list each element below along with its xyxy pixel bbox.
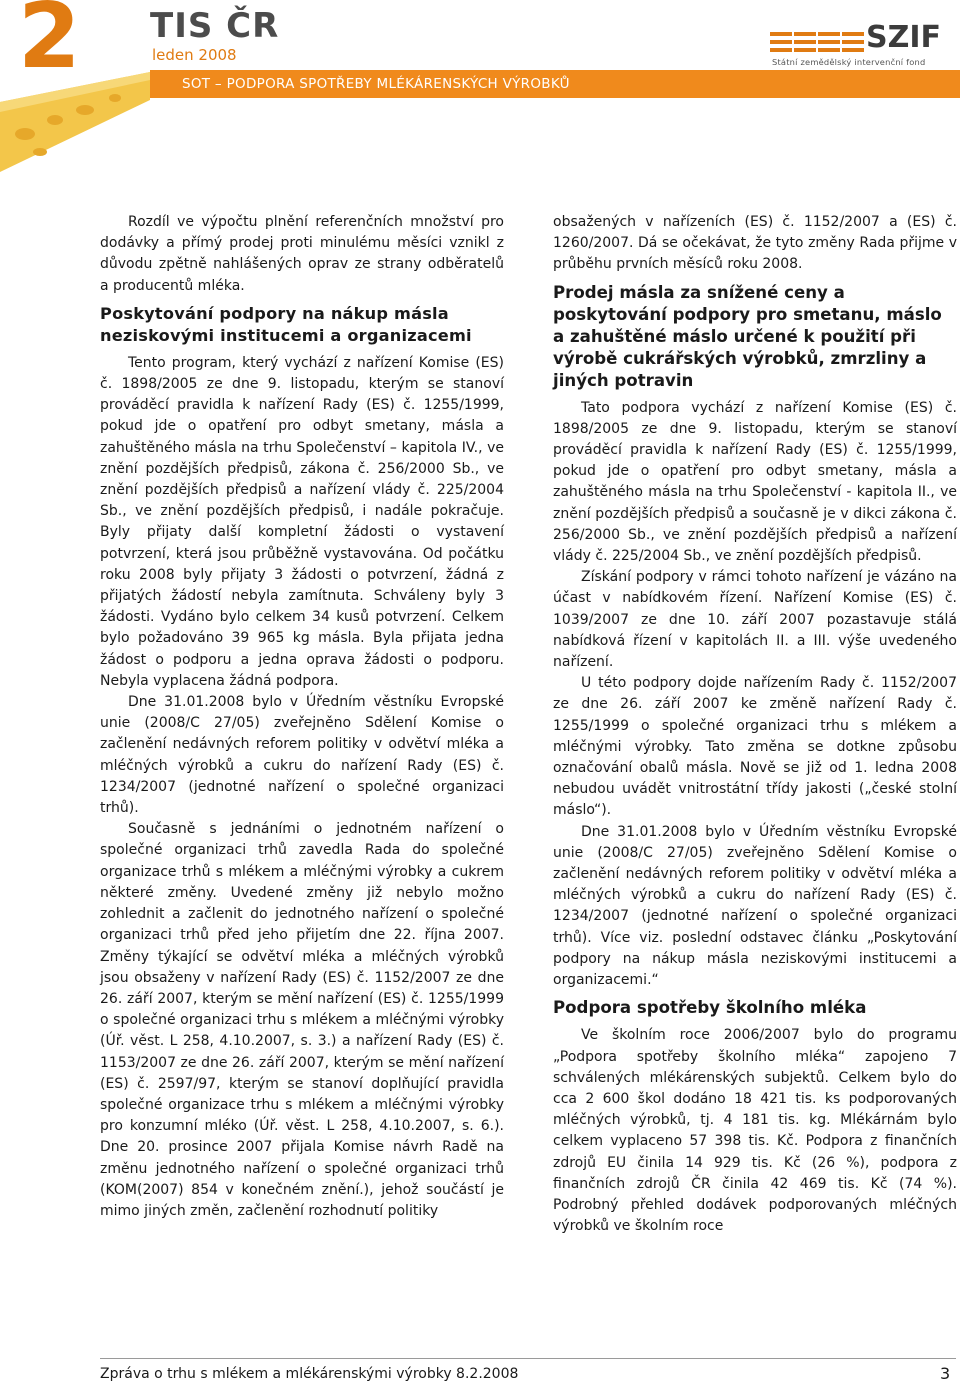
publication-title: TIS ČR	[150, 6, 280, 46]
section-heading: Prodej másla za snížené ceny a poskytování podpory pro smetanu, máslo a zahuštěné máslo určené k použití při výrobě cukrářských výrobků, zmrzliny a jiných potravin	[553, 282, 942, 390]
paragraph: Ve školním roce 2006/2007 bylo do programu „Podpora spotřeby školního mléka“ zapojeno 7 schválených mlékárenských subjektů. Celkem bylo do cca 2 600 škol dodáno 18 421 tis. ks podporovaných mléčných výrobků, tj. 4 181 tis. kg. Mlékárnám bylo celkem vyplaceno 57 398 tis. Kč. Podpora z finančních zdrojů EU činila 14 929 tis. Kč (26 %), podpora z finančních zdrojů ČR činila 42 469 tis. Kč (74 %). Podrobný přehled dodávek podporovaných mléčných výrobků ve školním roce	[553, 1027, 957, 1235]
section-heading: Podpora spotřeby školního mléka	[553, 998, 867, 1018]
szif-name: SZIF	[866, 20, 942, 55]
page-number: 3	[940, 1364, 951, 1383]
section-title: SOT – PODPORA SPOTŘEBY MLÉKÁRENSKÝCH VÝROBKŮ	[182, 76, 570, 92]
issue-number: 2	[18, 0, 81, 89]
page-header	[0, 0, 960, 100]
section-heading: Poskytování podpory na nákup másla neziskovými institucemi a organizacemi	[100, 303, 472, 345]
left-column	[100, 212, 504, 1222]
paragraph: Rozdíl ve výpočtu plnění referenčních množství pro dodávky a přímý prodej proti minulému měsíci vznikl z důvodu zpětně nahlášených oprav ze strany odběratelů a producentů mléka.	[100, 214, 504, 294]
footer-text: Zpráva o trhu s mlékem a mlékárenskými výrobky 8.2.2008	[100, 1366, 519, 1382]
footer-divider	[100, 1358, 956, 1359]
section-title-bar	[150, 70, 960, 98]
paragraph: Tento program, který vychází z nařízení Komise (ES) č. 1898/2005 ze dne 9. listopadu, kterým se stanoví prováděcí pravidla k nařízení Rady (ES) č. 1255/1999, pokud jde o opatření pro odbyt smetany, másla a zahuštěného másla na trhu Společenství – kapitola IV., ve znění pozdějších předpisů, zákona č. 256/2000 Sb., ve znění pozdějších předpisů a nařízení vlády č. 225/2004 Sb., ve znění pozdějších předpisů, i nadále pokračuje. Byly přijaty další kompletní žádosti o vystavení potvrzení, která jsou průběžně vystavována. Od počátku roku 2008 byly přijaty 3 žádosti o potvrzení, žádná z přijatých žádostí nebyla zamítnuta. Schváleny byly 3 žádosti. Vydáno bylo celkem 34 kusů potvrzení. Celkem bylo požadováno 39 965 kg másla. Byla přijata jedna žádost o podporu a jedna oprava žádosti o podporu. Nebyla vyplacena žádná podpora.	[100, 354, 504, 689]
paragraph: Tato podpora vychází z nařízení Komise (ES) č. 1898/2005 ze dne 9. listopadu, kterým se stanoví prováděcí pravidla k nařízení Rady (ES) č. 1255/1999, pokud jde o opatření pro odbyt smetany, másla a zahuštěného másla na trhu Společenství - kapitola II., ve znění pozdějších předpisů a současně je v dikci zákona č. 256/2000 Sb., ve znění pozdějších předpisů a nařízení vlády č. 225/2004 Sb., ve znění pozdějších předpisů.	[553, 399, 957, 565]
paragraph: U této podpory dojde nařízením Rady č. 1152/2007 ze dne 26. září 2007 ke změně nařízení Rady č. 1255/1999 o společné organizaci trhu s mlékem a mléčnými výrobky. Tato změna se dotkne způsobu označování obalů másla. Nově se již od 1. ledna 2008 nebudou uvádět vnitrostátní třídy jakosti („české stolní máslo“).	[553, 675, 957, 819]
paragraph: Získání podpory v rámci tohoto nařízení je vázáno na účast v nabídkovém řízení. Nařízení Komise (ES) č. 1039/2007 ze dne 10. září 2007 pozastavuje stálá nabídková řízení v kapitolách II. a III. výše uvedeného nařízení.	[553, 569, 957, 671]
paragraph: Současně s jednáními o jednotném nařízení o společné organizaci trhů zavedla Rada do společné organizace trhů s mlékem a mléčnými výrobky a cukrem některé změny. Uvedené změny již nebylo možno zohlednit a začlenit do jednotného nařízení o společné organizaci trhů před jeho přijetím dne 22. října 2007. Změny týkající se odvětví mléka a mléčných výrobků jsou obsaženy v nařízení Rady (ES) č. 1152/2007 ze dne 26. září 2007, kterým se mění nařízení (ES) č. 1255/1999 o společné organizaci trhu s mlékem a mléčnými výrobky (Úř. věst. L 258, 4.10.2007, s. 3.) a nařízení Rady (ES) č. 1153/2007 ze dne 26. září 2007, kterým se mění nařízení (ES) č. 2597/97, kterým se stanoví doplňující pravidla společné organizace trhu s mlékem a mléčnými výrobky pro konzumní mléko (Úř. věst. L 258, 4.10.2007, s. 6.). Dne 20. prosince 2007 přijala Komise návrh Radě na změnu jednotného nařízení o společné organizaci trhů (KOM(2007) 854 v konečném znění.), jehož součástí je mimo jiných změn, začlenění rozhodnutí politiky	[100, 821, 504, 1219]
publication-date: leden 2008	[152, 46, 237, 64]
right-column	[553, 212, 957, 1237]
paragraph: obsažených v nařízeních (ES) č. 1152/2007 a (ES) č. 1260/2007. Dá se očekávat, že tyto změny Rada přijme v průběhu prvních měsíců roku 2008.	[553, 214, 957, 273]
paragraph: Dne 31.01.2008 bylo v Úředním věstníku Evropské unie (2008/C 27/05) zveřejněno Sdělení Komise o začlenění nedávných reforem politiky v odvětví mléka a mléčných výrobků a cukru do nařízení Rady (ES) č. 1234/2007 (jednotné nařízení o společné organizaci trhů). Více viz. poslední odstavec článku „Poskytování podpory na nákup másla neziskovými institucemi a organizacemi.“	[553, 823, 957, 989]
paragraph: Dne 31.01.2008 bylo v Úředním věstníku Evropské unie (2008/C 27/05) zveřejněno Sdělení Komise o začlenění nedávných reforem politiky v odvětví mléka a mléčných výrobků a cukru do nařízení Rady (ES) č. 1234/2007 (jednotné nařízení o společné organizaci trhů).	[100, 694, 504, 817]
szif-subtitle: Státní zemědělský intervenční fond	[772, 57, 926, 67]
cheese-icon	[0, 72, 150, 172]
